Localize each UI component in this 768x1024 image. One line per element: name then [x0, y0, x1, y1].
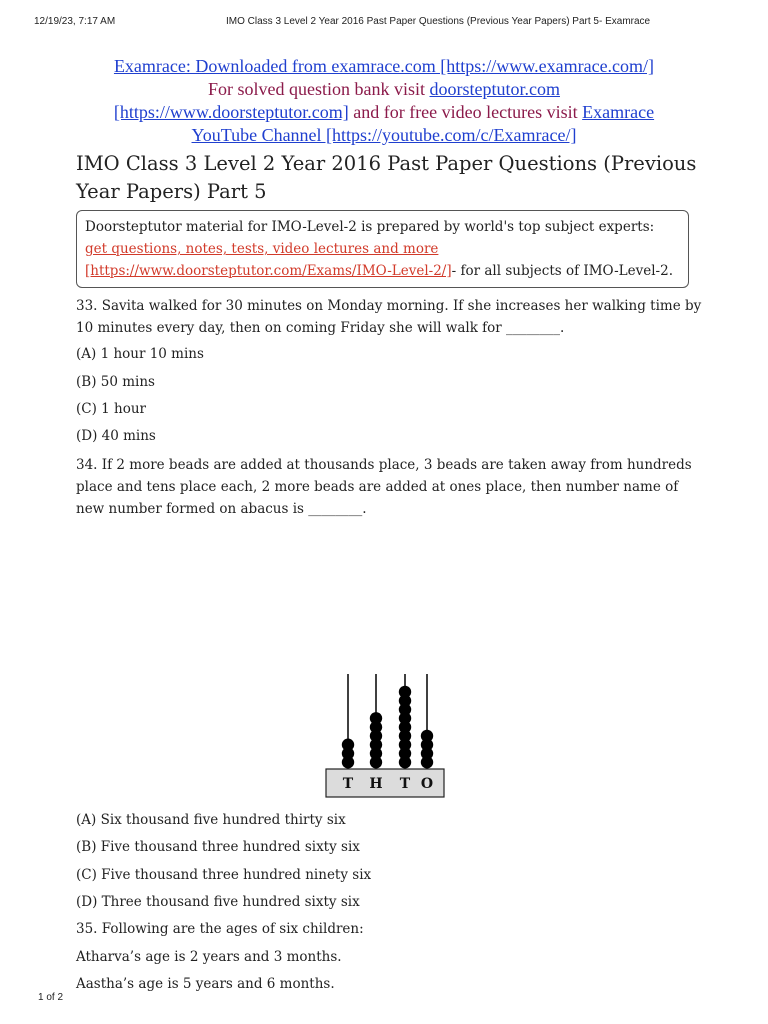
doorsteptutor-url-link[interactable]: [https://www.doorsteptutor.com] — [113, 102, 349, 122]
question-35: 35. Following are the ages of six children: — [76, 921, 364, 937]
abacus-bead — [370, 712, 382, 724]
abacus-bead — [421, 730, 433, 742]
q35-line-1: Atharva’s age is 2 years and 3 months. — [76, 949, 342, 965]
banner-video-text: and for free video lectures visit — [348, 102, 583, 122]
q34-option-d: (D) Three thousand five hundred sixty six — [76, 894, 360, 910]
promo-suffix: - for all subjects of IMO-Level-2. — [451, 263, 673, 279]
page-title: IMO Class 3 Level 2 Year 2016 Past Paper Questions (Previous Year Papers) Part 5 — [76, 152, 697, 203]
abacus-figure — [320, 668, 450, 800]
promo-link[interactable]: get questions, notes, tests, video lectures and more [https://www.doorsteptutor.com/Exams/IMO-Level-2/] — [85, 241, 452, 279]
abacus-place-label: H — [369, 776, 383, 792]
q34-option-a: (A) Six thousand five hundred thirty six — [76, 812, 346, 828]
q35-line-2: Aastha’s age is 5 years and 6 months. — [76, 976, 335, 992]
question-33: 33. Savita walked for 30 minutes on Monday morning. If she increases her walking time by 10 minutes every day, then on coming Friday she will walk for ________. — [76, 298, 702, 336]
promo-prefix: Doorsteptutor material for IMO-Level-2 is prepared by world's top subject experts: — [85, 219, 655, 235]
banner-solved-text: For solved question bank visit — [208, 79, 430, 99]
examrace-download-link[interactable]: Examrace: Downloaded from examrace.com [https://www.examrace.com/] — [113, 56, 655, 76]
q33-option-c: (C) 1 hour — [76, 401, 147, 417]
abacus-place-label: T — [399, 776, 411, 792]
examrace-youtube-link-part1[interactable]: Examrace — [582, 102, 655, 122]
abacus-place-label: T — [342, 776, 354, 792]
abacus-place-label: O — [420, 776, 434, 792]
q34-option-b: (B) Five thousand three hundred sixty six — [76, 839, 360, 855]
abacus-bead — [342, 739, 354, 751]
doorsteptutor-link[interactable]: doorsteptutor.com — [429, 79, 560, 99]
examrace-youtube-link[interactable]: YouTube Channel [https://youtube.com/c/Examrace/] — [191, 125, 577, 145]
question-34: 34. If 2 more beads are added at thousands place, 3 beads are taken away from hundreds place and tens place each, 2 more beads are added at ones place, then number name of new number formed on abacus is ________. — [76, 457, 692, 517]
q34-option-c: (C) Five thousand three hundred ninety six — [76, 867, 372, 883]
print-header — [0, 16, 768, 30]
abacus-bead — [399, 686, 411, 698]
promo-box — [76, 210, 689, 288]
q33-option-a: (A) 1 hour 10 mins — [76, 346, 204, 362]
q33-option-d: (D) 40 mins — [76, 428, 156, 444]
print-doc-title: IMO Class 3 Level 2 Year 2016 Past Paper Questions (Previous Year Papers) Part 5- Examrace — [226, 16, 651, 27]
page-number: 1 of 2 — [38, 992, 64, 1003]
source-banner — [70, 55, 698, 147]
q33-option-b: (B) 50 mins — [76, 374, 155, 390]
print-datetime: 12/19/23, 7:17 AM — [34, 16, 116, 27]
